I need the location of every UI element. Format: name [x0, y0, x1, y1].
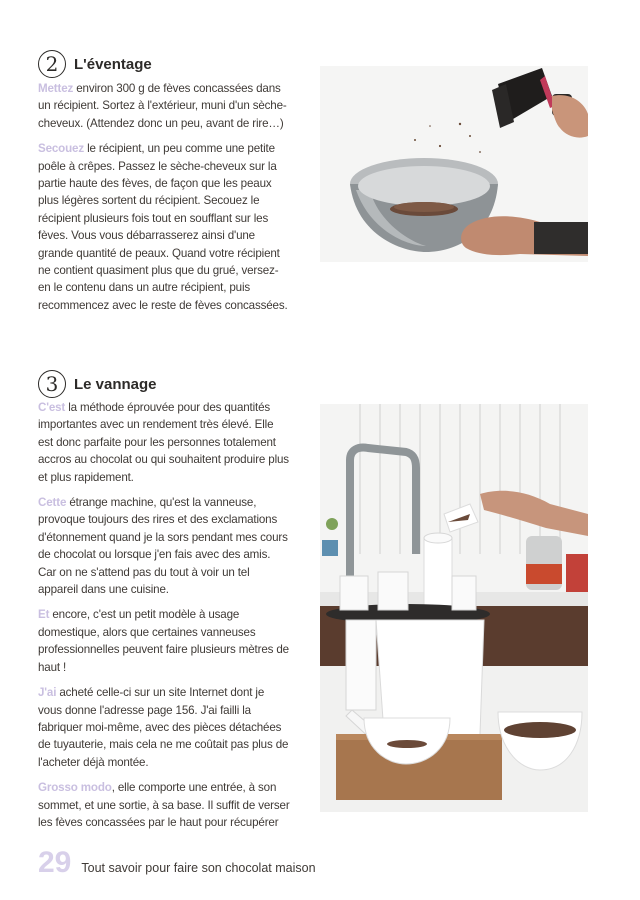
photo-winnowing-machine: [320, 404, 588, 812]
photo-hairdryer-bowl: [320, 66, 588, 262]
paragraph: [38, 779, 290, 831]
paragraph-text: environ 300 g de fèves concassées dans un récipient. Sortez à l'extérieur, muni d'un sèche-cheveux. (Attendez donc un peu, avant de rire…): [38, 82, 287, 130]
paragraph-text: , elle comporte une entrée, à son sommet, et une sortie, à sa base. Il suffit de verser les fèves concassées par le haut pour récupérer: [38, 781, 290, 829]
paragraph-lead-word: Mettez: [38, 82, 74, 95]
section-text-vannage: [38, 399, 290, 839]
paragraph-lead-word: Cette: [38, 496, 67, 510]
paragraph-text: acheté celle-ci sur un site Internet dont je vous donne l'adresse page 156. J'ai failli la fabriquer moi-même, avec des pièces détachées de tuyauterie, mais cela ne me coûtait pas plus de l'acheter déjà montée.: [38, 686, 289, 769]
paragraph: [38, 140, 290, 314]
paragraph-text: encore, c'est un petit modèle à usage domestique, alors que certaines vanneuses professionnelles peuvent faire plusieurs mètres de haut !: [38, 608, 289, 674]
paragraph-lead-word: J'ai: [38, 686, 57, 700]
step-number-circle: 2: [38, 50, 66, 78]
paragraph-lead-word: Secouez: [38, 142, 84, 156]
page-number: 29: [38, 846, 72, 879]
paragraph-lead-word: Grosso modo: [38, 781, 112, 795]
paragraph-text: le récipient, un peu comme une petite poêle à crêpes. Passez le sèche-cheveux sur la partie haute des fèves, de façon que les peaux plus légères sortent du récipient. Secouez le récipient plusieurs fois tout en soufflant sur les fèves. Vous vous débarrasserez ainsi d'une grande quantité de peaux. Quand votre récipient ne contient quasiment plus que du grué, versez-en le contenu dans un autre récipient, puis recommencez avec le reste de fèves concassées.: [38, 142, 288, 312]
paragraph: [38, 684, 290, 771]
step-number-circle: 3: [38, 370, 66, 398]
page-footer: [38, 846, 316, 880]
section-text-eventage: [38, 80, 290, 322]
paragraph-lead-word: C'est: [38, 401, 66, 414]
section-heading-eventage: [38, 50, 152, 78]
paragraph: [38, 606, 290, 676]
paragraph-text: étrange machine, qu'est la vanneuse, provoque toujours des rires et des exclamations d'étonnement quand je la sors pendant mes cours de chocolat ou lorsque j'en fais avec des amis. Car on ne s'attend pas du tout à voir un tel appareil dans une cuisine.: [38, 496, 288, 597]
book-title: Tout savoir pour faire son chocolat maison: [81, 861, 316, 875]
section-heading-vannage: [38, 370, 157, 398]
paragraph-text: la méthode éprouvée pour des quantités importantes avec un rendement très élevé. Elle est donc parfaite pour les personnes totalement accros au chocolat ou qui souhaitent produire plus et plus rapidement.: [38, 401, 289, 484]
paragraph: [38, 80, 290, 132]
paragraph: [38, 399, 290, 486]
section-title: L'éventage: [74, 55, 152, 73]
paragraph-lead-word: Et: [38, 608, 50, 622]
paragraph: [38, 494, 290, 598]
section-title: Le vannage: [74, 375, 157, 393]
